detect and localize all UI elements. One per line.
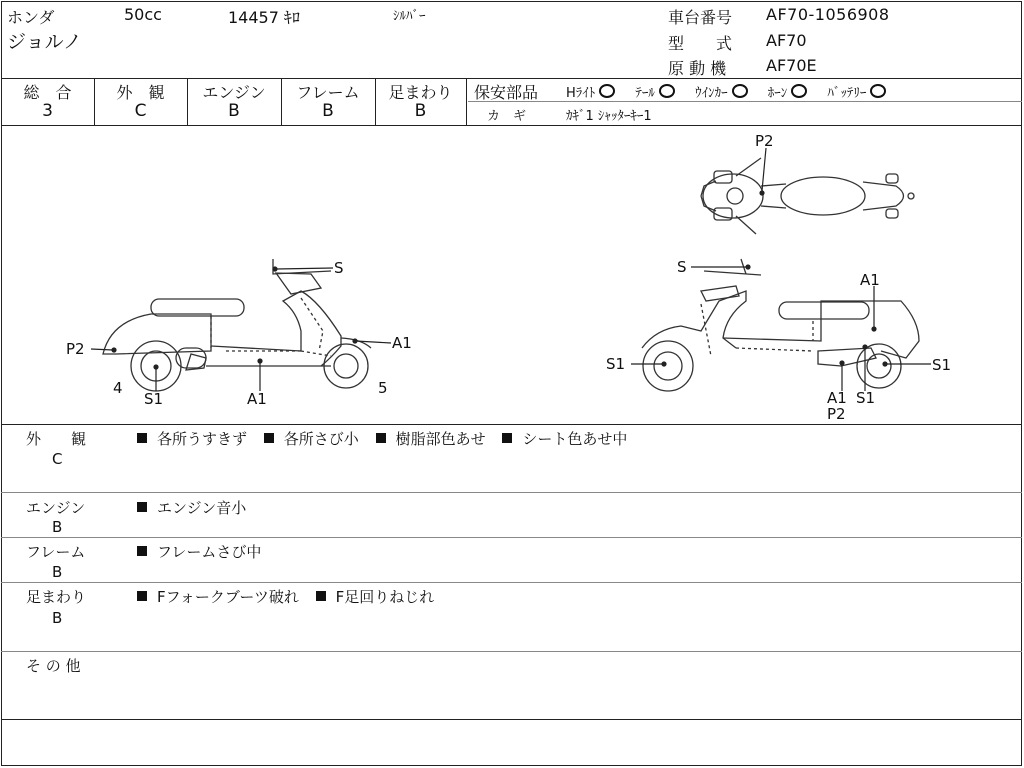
ok-mark-icon: [870, 84, 886, 98]
rule: [1, 719, 1022, 720]
grade-exterior: C: [134, 101, 147, 121]
key-label: カ ギ: [487, 109, 527, 124]
remark-category-exterior: 外 観: [26, 430, 87, 448]
winker-label: ｳｲﾝｶｰ: [695, 86, 728, 101]
horn-label: ﾎｰﾝ: [767, 86, 788, 101]
bullet-icon: [137, 591, 147, 601]
remark-grade-suspension: B: [52, 609, 63, 627]
bullet-icon: [137, 546, 147, 556]
grade-overall-label: 総 合: [23, 83, 72, 102]
scooter-left-view: [103, 259, 371, 391]
remark-item: 樹脂部色あせ: [395, 430, 486, 448]
maker: ホンダ: [7, 8, 55, 27]
model-type-label: 型 式: [668, 34, 733, 53]
marker-right-p2-bottom: P2: [827, 405, 846, 423]
marker-right-s1-left: S1: [606, 355, 626, 373]
remark-items-frame: [137, 541, 261, 562]
grade-suspension: B: [414, 101, 427, 121]
grade-exterior-label: 外 観: [116, 83, 165, 102]
scooter-top-view: [701, 158, 914, 234]
remark-grade-exterior: C: [52, 450, 63, 468]
marker-left-4: 4: [113, 379, 123, 397]
remark-category-frame: フレーム: [26, 543, 86, 561]
marker-right-s1-right: S1: [932, 356, 952, 374]
bullet-icon: [264, 433, 274, 443]
remark-items-exterior: [137, 428, 639, 449]
rule: [1, 78, 1022, 79]
remark-item: 各所うすきず: [157, 430, 248, 448]
marker-right-a1-top: A1: [860, 271, 880, 289]
key-value: ｶｷﾞ1 ｼｬｯﾀｰｷｰ1: [566, 109, 652, 124]
marker-right-a1-bottom: A1: [827, 389, 847, 407]
ok-mark-icon: [791, 84, 807, 98]
taillight-label: ﾃｰﾙ: [635, 86, 655, 101]
ok-mark-icon: [732, 84, 748, 98]
model-name: ジョルノ: [7, 31, 82, 53]
damage-diagram: [1, 126, 1022, 424]
marker-right-s1-bottom: S1: [856, 389, 876, 407]
marker-left-s: S: [334, 259, 344, 277]
remark-items-suspension: [137, 586, 434, 607]
remark-item: Fフォークブーツ破れ: [157, 588, 299, 606]
remark-category-other: そ の 他: [26, 657, 81, 675]
bullet-icon: [137, 433, 147, 443]
rule: [1, 537, 1022, 538]
rule: [1, 651, 1022, 652]
marker-left-p2: P2: [66, 340, 85, 358]
engine-model: AF70E: [766, 56, 817, 75]
remark-item: 各所さび小: [283, 430, 359, 448]
mileage: 14457 ｷﾛ: [228, 8, 300, 27]
grade-engine: B: [228, 101, 240, 121]
marker-left-a1: A1: [247, 390, 267, 408]
marker-top-p2: P2: [755, 132, 774, 150]
remark-category-suspension: 足まわり: [26, 588, 87, 606]
grade-engine-label: エンジン: [202, 83, 266, 102]
marker-left-s1: S1: [144, 390, 164, 408]
bullet-icon: [316, 591, 326, 601]
grade-suspension-label: 足まわり: [388, 83, 453, 102]
remark-grade-frame: B: [52, 563, 63, 581]
grade-frame: B: [322, 101, 334, 121]
bullet-icon: [376, 433, 386, 443]
remark-grade-engine: B: [52, 518, 63, 536]
remark-item: エンジン音小: [157, 499, 247, 517]
rule: [1, 492, 1022, 493]
bullet-icon: [137, 502, 147, 512]
headlight-label: Hﾗｲﾄ: [566, 86, 596, 101]
rule: [466, 78, 467, 125]
color: ｼﾙﾊﾞｰ: [393, 9, 426, 24]
frame-number-label: 車台番号: [668, 8, 733, 27]
safety-parts-label: 保安部品: [474, 83, 539, 102]
remark-item: F足回りねじれ: [335, 588, 435, 606]
ok-mark-icon: [599, 84, 615, 98]
bullet-icon: [502, 433, 512, 443]
battery-label: ﾊﾞｯﾃﾘｰ: [827, 86, 867, 101]
safety-items: [566, 82, 890, 101]
remark-category-engine: エンジン: [26, 499, 86, 517]
remark-item: シート色あせ中: [522, 430, 628, 448]
rule: [468, 101, 1022, 102]
remark-items-engine: [137, 497, 246, 518]
frame-number: AF70-1056908: [766, 5, 890, 24]
displacement: 50cc: [124, 5, 162, 24]
model-type: AF70: [766, 31, 807, 50]
marker-right-s: S: [677, 258, 687, 276]
engine-model-label: 原 動 機: [668, 59, 727, 78]
marker-left-5: 5: [378, 379, 388, 397]
grade-frame-label: フレーム: [296, 83, 360, 102]
marker-left-a1-front: A1: [392, 334, 412, 352]
rule: [1, 582, 1022, 583]
grade-overall: 3: [42, 101, 53, 121]
rule: [1, 424, 1022, 425]
remark-item: フレームさび中: [157, 543, 262, 561]
ok-mark-icon: [659, 84, 675, 98]
